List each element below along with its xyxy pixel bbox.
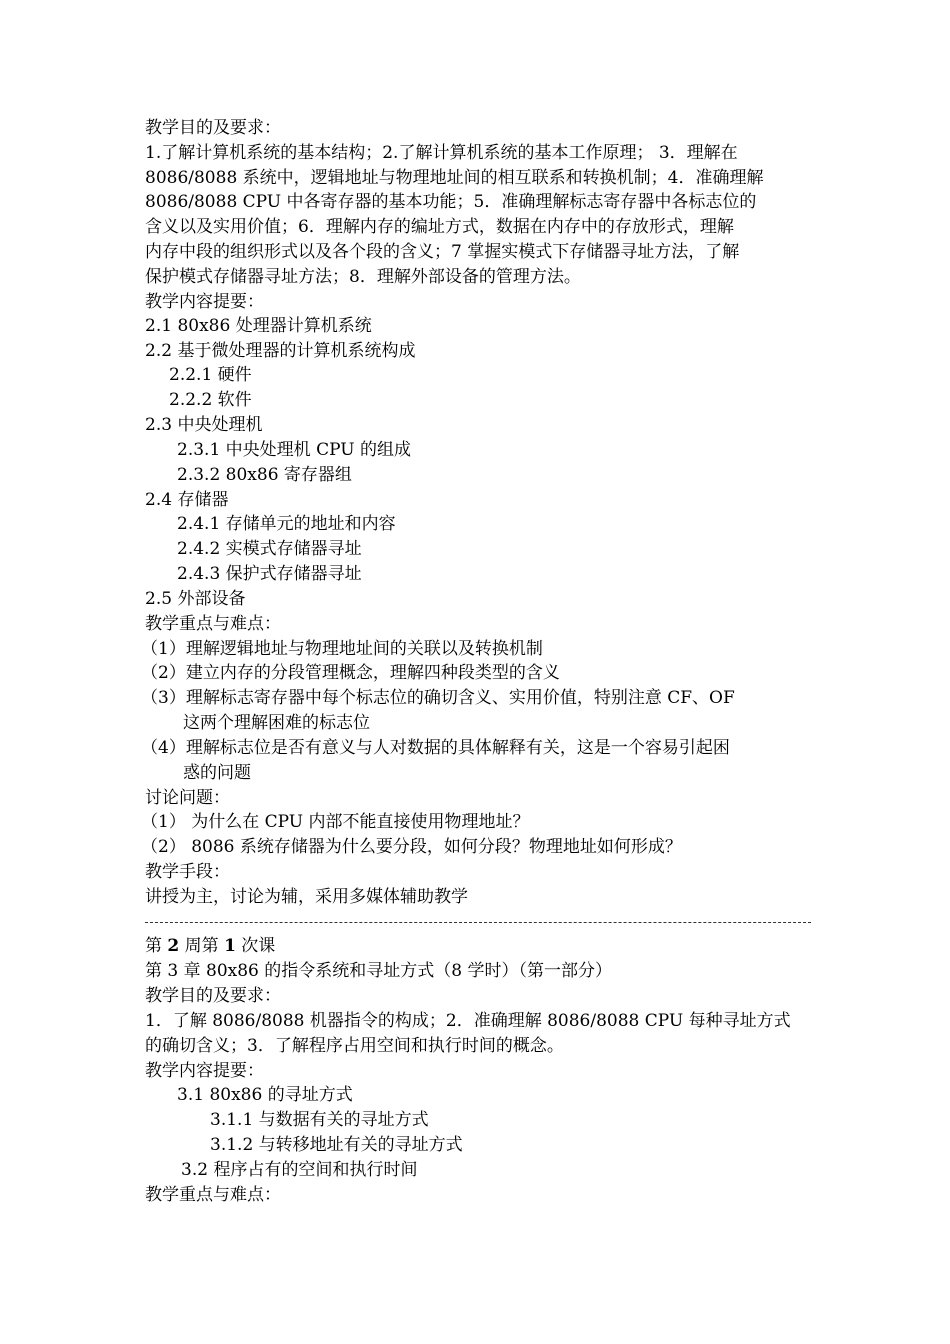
outline-subitem: 3.1.2 与转移地址有关的寻址方式 (210, 1135, 463, 1155)
outline-subitem: 2.2.2 软件 (169, 390, 252, 410)
objectives-line: 内存中段的组织形式以及各个段的含义；7 掌握实模式下存储器寻址方法，了解 (145, 242, 740, 262)
key-point-continuation: 惑的问题 (183, 763, 251, 783)
class-suffix: 次课 (235, 936, 276, 956)
methods-text: 讲授为主，讨论为辅，采用多媒体辅助教学 (145, 887, 468, 907)
objectives-heading: 教学目的及要求： (145, 986, 281, 1006)
outline-item: 3.2 程序占有的空间和执行时间 (181, 1160, 418, 1180)
objectives-line: 1．了解 8086/8088 机器指令的构成；2．准确理解 8086/8088 CPU 每种寻址方式 (145, 1011, 791, 1031)
objectives-line: 的确切含义；3．了解程序占用空间和执行时间的概念。 (145, 1036, 564, 1056)
key-point: （3）理解标志寄存器中每个标志位的确切含义、实用价值，特别注意 CF、OF (141, 688, 735, 708)
outline-item: 2.4 存储器 (145, 490, 229, 510)
outline-subitem: 2.2.1 硬件 (169, 365, 252, 385)
outline-item: 3.1 80x86 的寻址方式 (177, 1085, 353, 1105)
key-heading: 教学重点与难点： (145, 1185, 281, 1205)
discussion-item: （1） 为什么在 CPU 内部不能直接使用物理地址？ (141, 812, 530, 832)
objectives-line: 8086/8088 系统中，逻辑地址与物理地址间的相互联系和转换机制；4．准确理解 (145, 168, 764, 188)
key-point-continuation: 这两个理解困难的标志位 (183, 713, 370, 733)
section-divider (145, 922, 811, 923)
objectives-line: 8086/8088 CPU 中各寄存器的基本功能；5．准确理解标志寄存器中各标志位的 (145, 192, 757, 212)
discussion-heading: 讨论问题： (145, 788, 230, 808)
content-heading: 教学内容提要： (145, 1061, 264, 1081)
week-mid: 周第 (179, 936, 225, 956)
key-point: （2）建立内存的分段管理概念，理解四种段类型的含义 (141, 663, 560, 683)
outline-subitem: 2.4.1 存储单元的地址和内容 (177, 514, 396, 534)
objectives-line: 保护模式存储器寻址方法；8．理解外部设备的管理方法。 (145, 267, 581, 287)
chapter-title: 第 3 章 80x86 的指令系统和寻址方式（8 学时）（第一部分） (145, 961, 613, 981)
outline-item: 2.5 外部设备 (145, 589, 246, 609)
outline-subitem: 2.4.3 保护式存储器寻址 (177, 564, 362, 584)
week-prefix: 第 (145, 936, 168, 956)
class-number: 1 (224, 936, 236, 956)
key-point: （4）理解标志位是否有意义与人对数据的具体解释有关，这是一个容易引起困 (141, 738, 730, 758)
objectives-line: 含义以及实用价值；6．理解内存的编址方式，数据在内存中的存放形式，理解 (145, 217, 734, 237)
key-heading: 教学重点与难点： (145, 614, 281, 634)
content-heading: 教学内容提要： (145, 292, 264, 312)
outline-subitem: 2.3.2 80x86 寄存器组 (177, 465, 352, 485)
week-number: 2 (167, 936, 180, 956)
discussion-item: （2） 8086 系统存储器为什么要分段，如何分段？物理地址如何形成？ (141, 837, 682, 857)
outline-item: 2.3 中央处理机 (145, 415, 263, 435)
outline-subitem: 3.1.1 与数据有关的寻址方式 (210, 1110, 429, 1130)
objectives-heading: 教学目的及要求： (145, 118, 281, 138)
outline-item: 2.2 基于微处理器的计算机系统构成 (145, 341, 416, 361)
outline-subitem: 2.3.1 中央处理机 CPU 的组成 (177, 440, 411, 460)
outline-subitem: 2.4.2 实模式存储器寻址 (177, 539, 362, 559)
week-class-line (145, 934, 275, 958)
key-point: （1）理解逻辑地址与物理地址间的关联以及转换机制 (141, 639, 543, 659)
methods-heading: 教学手段： (145, 862, 230, 882)
outline-item: 2.1 80x86 处理器计算机系统 (145, 316, 372, 336)
objectives-line: 1.了解计算机系统的基本结构；2.了解计算机系统的基本工作原理； 3．理解在 (145, 143, 738, 163)
